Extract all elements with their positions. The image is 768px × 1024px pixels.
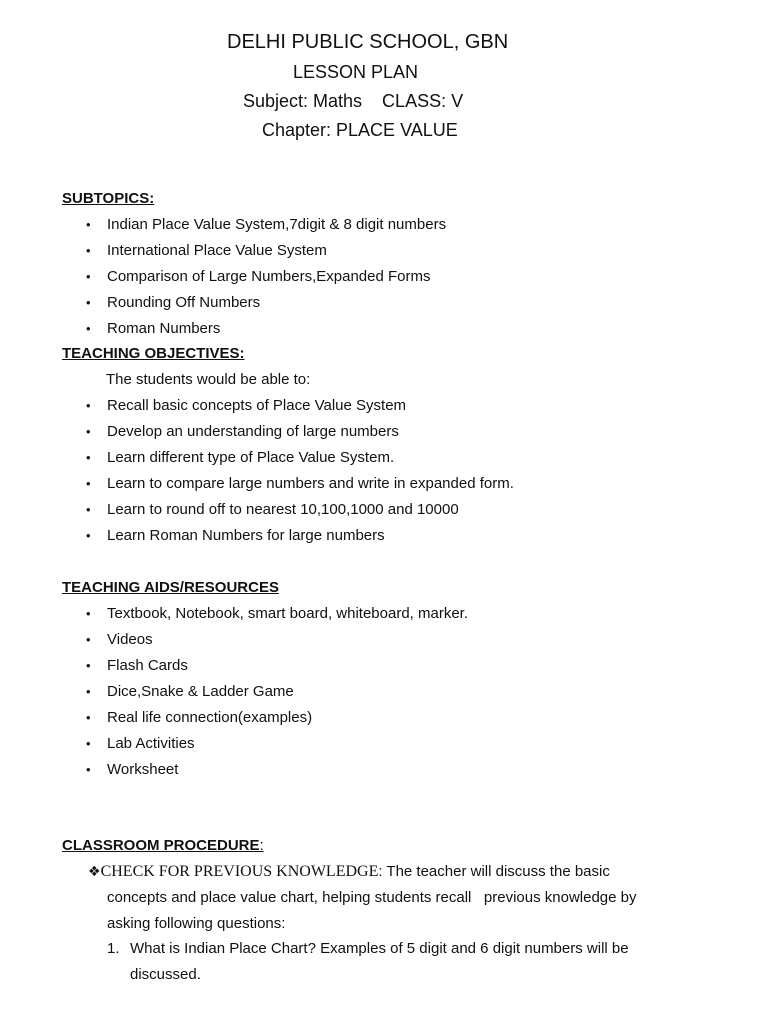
bullet-icon: •: [86, 762, 91, 777]
bullet-icon: •: [86, 658, 91, 673]
subtopics-heading: SUBTOPICS:: [62, 190, 155, 207]
question-1-line-1: What is Indian Place Chart? Examples of 5 digit and 6 digit numbers will be: [130, 940, 629, 957]
diamond-bullet-icon: ❖: [88, 864, 101, 880]
question-1-line-2: discussed.: [130, 966, 201, 983]
procedure-step-line-3: asking following questions:: [107, 915, 286, 932]
bullet-icon: •: [86, 502, 91, 517]
bullet-icon: •: [86, 398, 91, 413]
bullet-icon: •: [86, 632, 91, 647]
lesson-plan-page: DELHI PUBLIC SCHOOL, GBN LESSON PLAN Subject: Maths CLASS: V Chapter: PLACE VALUE SUBTOPICS: • Indian Place Value System,7digit & 8 digit numbers • International Place Value System • Comparison of Large Numbers,Expanded Forms • Rounding Off Numbers • Roman Numbers TEACHING OBJECTIVES: The students would be able to: • Recall basic concepts of Place Value System • Develop an understanding of large numbers • Learn different type of Place Value System. • Learn to compare large numbers and write in expanded form. • Learn to round off to nearest 10,100,1000 and 10000 • Learn Roman Numbers for large numbers TEACHING AIDS/RESOURCES • Textbook, Notebook, smart board, whiteboard, marker. • Videos • Flash Cards • Dice,Snake & Ladder Game • Real life connection(examples) • Lab Activities • Worksheet CLASSROOM PROCEDURE: ❖CHECK FOR PREVIOUS KNOWLEDGE: The teacher will discuss the basic concepts and place value chart, helping students recall previous knowledge by asking following questions: 1. What is Indian Place Chart? Examples of 5 digit and 6 digit numbers will be discussed.: [0, 0, 768, 1024]
bullet-icon: •: [86, 606, 91, 621]
procedure-heading: CLASSROOM PROCEDURE:: [62, 837, 264, 854]
bullet-icon: •: [86, 424, 91, 439]
objectives-heading: TEACHING OBJECTIVES:: [62, 345, 245, 362]
bullet-icon: •: [86, 217, 91, 232]
bullet-icon: •: [86, 684, 91, 699]
procedure-step-line-2: concepts and place value chart, helping students recall previous knowledge by: [107, 889, 637, 906]
bullet-icon: •: [86, 476, 91, 491]
procedure-step-line-1: [88, 859, 610, 885]
school-name: DELHI PUBLIC SCHOOL, GBN: [227, 31, 509, 53]
bullet-icon: •: [86, 321, 91, 336]
chapter-line: Chapter: PLACE VALUE: [262, 120, 458, 140]
resources-heading: TEACHING AIDS/RESOURCES: [62, 579, 279, 596]
bullet-icon: •: [86, 243, 91, 258]
document-type: LESSON PLAN: [293, 62, 419, 82]
step-title: CHECK FOR PREVIOUS KNOWLEDGE: [100, 863, 379, 880]
bullet-icon: •: [86, 295, 91, 310]
question-number: 1.: [107, 940, 120, 957]
bullet-icon: •: [86, 710, 91, 725]
objectives-intro: The students would be able to:: [106, 371, 311, 388]
step-text: : The teacher will discuss the basic: [378, 863, 610, 880]
subject-class-line: Subject: Maths CLASS: V: [243, 91, 464, 111]
bullet-icon: •: [86, 736, 91, 751]
bullet-icon: •: [86, 269, 91, 284]
bullet-icon: •: [86, 528, 91, 543]
bullet-icon: •: [86, 450, 91, 465]
